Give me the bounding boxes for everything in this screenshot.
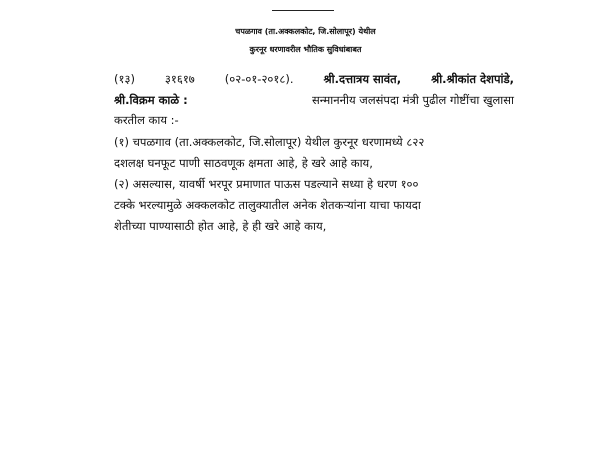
item-2-line-3: शेतीच्या पाण्यासाठी होत आहे, हे ही खरे आहे काय, [114,219,327,233]
top-divider [272,10,334,11]
item-1-line-2: दशलक्ष घनफूट पाणी साठवणूक क्षमता आहे, हे खरे आहे काय, [114,156,373,170]
item-2-line-2: टक्के भरल्यामुळे अक्कलकोट तालुक्यातील अनेक शेतकऱ्यांना याचा फायदा [114,198,421,212]
question-intro-line [114,91,514,109]
asker-2: श्री.श्रीकांत देशपांडे, [431,72,514,86]
item-2-line-1: (२) असल्यास, यावर्षी भरपूर प्रमाणात पाऊस पडल्याने सध्या हे धरण १०० [114,177,419,191]
question-number: (१३) [114,72,135,86]
asker-1: श्री.दत्तात्रय सावंत, [323,72,402,86]
question-intro-tail: सन्माननीय जलसंपदा मंत्री पुढील गोष्टींचा खुलासा [311,93,514,107]
question-date: (०२-०१-२०१८). [224,72,294,86]
item-1-line-1: (१) चपळगाव (ता.अक्कलकोट, जि.सोलापूर) येथील कुरनूर धरणामध्ये ८२२ [114,135,425,149]
heading-line-1: चपळगाव (ता.अक्कलकोट, जि.सोलापूर) येथील [235,27,376,36]
question-header-line [114,70,514,88]
question-id: ३१६१७ [164,72,195,86]
asker-3: श्री.विक्रम काळे : [114,93,188,107]
heading-line-2: कुरनूर धरणावरील भौतिक सुविधांबाबत [249,45,362,54]
question-intro-end: करतील काय :- [114,113,179,127]
